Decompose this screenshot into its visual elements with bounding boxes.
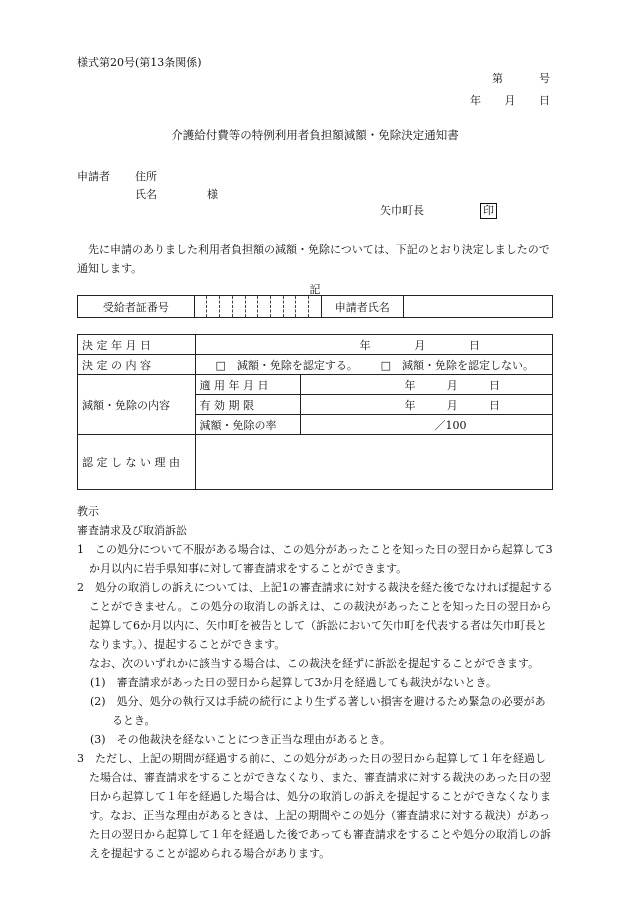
reject-reason-field[interactable] [195, 435, 552, 490]
apply-date-label: 適 用 年 月 日 [195, 375, 300, 395]
notes-item-2: 2 処分の取消しの訴えについては、上記1の審査請求に対する裁決を経た後でなければ提起することができません。この処分の取消しの訴えは、この裁決があったことを知った日の翌日から起算して6か月以内に、矢巾町を被告として（訴訟において矢巾町を代表する者は矢巾町長となります。）、提起することができます。 [77, 581, 553, 651]
notes-item-2-note: なお、次のいずれかに該当する場合は、この裁決を経ずに訴訟を提起することができます。 [89, 657, 540, 670]
honorific: 様 [207, 188, 218, 201]
reject-reason-label: 認 定 し な い 理 由 [78, 435, 196, 490]
doc-date-year: 年 [470, 94, 481, 107]
valid-period-label: 有 効 期 限 [195, 395, 300, 415]
decision-date-field[interactable]: 年 月 日 [195, 335, 552, 355]
mayor-title: 矢巾町長 [380, 204, 424, 217]
recipient-table [77, 295, 553, 318]
recipient-no-digit[interactable] [245, 296, 258, 318]
recipient-no-digit[interactable] [296, 296, 309, 318]
name-label: 氏名 [135, 188, 157, 201]
decision-date-label: 決 定 年 月 日 [78, 335, 196, 355]
doc-number-dai: 第 [492, 72, 503, 85]
instructions [77, 502, 555, 863]
ki-heading: 記 [309, 283, 321, 296]
notes-sub-3: (3) その他裁決を経ないことにつき正当な理由があるとき。 [90, 733, 391, 746]
rate-label: 減額・免除の率 [195, 415, 300, 435]
notes-sub-1: (1) 審査請求があった日の翌日から起算して3か月を経過しても裁決がないとき。 [90, 676, 498, 689]
intro-text: 先に申請のありました利用者負担額の減額・免除については、下記のとおり決定しましたので通知します。 [77, 243, 550, 275]
form-number: 様式第20号(第13条関係) [77, 56, 202, 69]
issuer [380, 202, 497, 219]
option-reject[interactable]: □ 減額・免除を認定しない。 [380, 358, 534, 372]
reduction-content-label: 減額・免除の内容 [78, 375, 196, 435]
decision-table [77, 334, 553, 490]
valid-period-field[interactable]: 年 月 日 [300, 395, 552, 415]
recipient-no-digit[interactable] [207, 296, 220, 318]
decision-content-options[interactable] [195, 355, 552, 375]
rate-field[interactable] [300, 415, 552, 435]
recipient-no-digit[interactable] [283, 296, 296, 318]
notes-item-1: 1 この処分について不服がある場合は、この処分があったことを知った日の翌日から起算して3か月以内に岩手県知事に対して審査請求をすることができます。 [77, 543, 553, 575]
recipient-no-digit[interactable] [270, 296, 283, 318]
recipient-no-digit[interactable] [194, 296, 207, 318]
applicant-label: 申請者 [77, 170, 110, 183]
applicant-name-label: 申請者氏名 [321, 296, 403, 318]
recipient-no-digit[interactable] [309, 296, 322, 318]
notes-item-3: 3 ただし、上記の期間が経過する前に、この処分があった日の翌日から起算して１年を経過した場合は、審査請求をすることができなくなり、また、審査請求に対する裁決のあった日の翌日から起算して１年を経過した場合は、処分の取消しの訴えを提起することができなくなります。なお、正当な理由があるときは、上記の期間やこの処分（審査請求に対する裁決）があった日の翌日から起算して１年を経過した後であっても審査請求をすることや処分の取消しの訴えを提起することが認められる場合があります。 [77, 752, 551, 860]
recipient-no-digit[interactable] [258, 296, 271, 318]
recipient-no-digit[interactable] [232, 296, 245, 318]
recipient-no-label: 受給者証番号 [78, 296, 195, 318]
doc-date-day: 日 [539, 94, 550, 107]
notes-heading: 教示 [77, 505, 99, 518]
seal-mark: 印 [480, 203, 497, 219]
doc-number-go: 号 [539, 72, 550, 85]
applicant-name-field[interactable] [403, 296, 552, 318]
doc-date-month: 月 [504, 94, 516, 107]
address-label: 住所 [135, 170, 157, 183]
decision-content-label: 決 定 の 内 容 [78, 355, 196, 375]
document-title: 介護給付費等の特例利用者負担額減額・免除決定通知書 [171, 128, 459, 142]
notes-sub-2: (2) 処分、処分の執行又は手続の続行により生ずる著しい損害を避けるため緊急の必要があるとき。 [90, 695, 546, 727]
apply-date-field[interactable]: 年 月 日 [300, 375, 552, 395]
option-approve[interactable]: □ 減額・免除を認定する。 [215, 358, 358, 372]
notes-subheading: 審査請求及び取消訴訟 [77, 524, 187, 537]
recipient-no-digit[interactable] [220, 296, 233, 318]
rate-suffix: ／100 [434, 418, 467, 432]
